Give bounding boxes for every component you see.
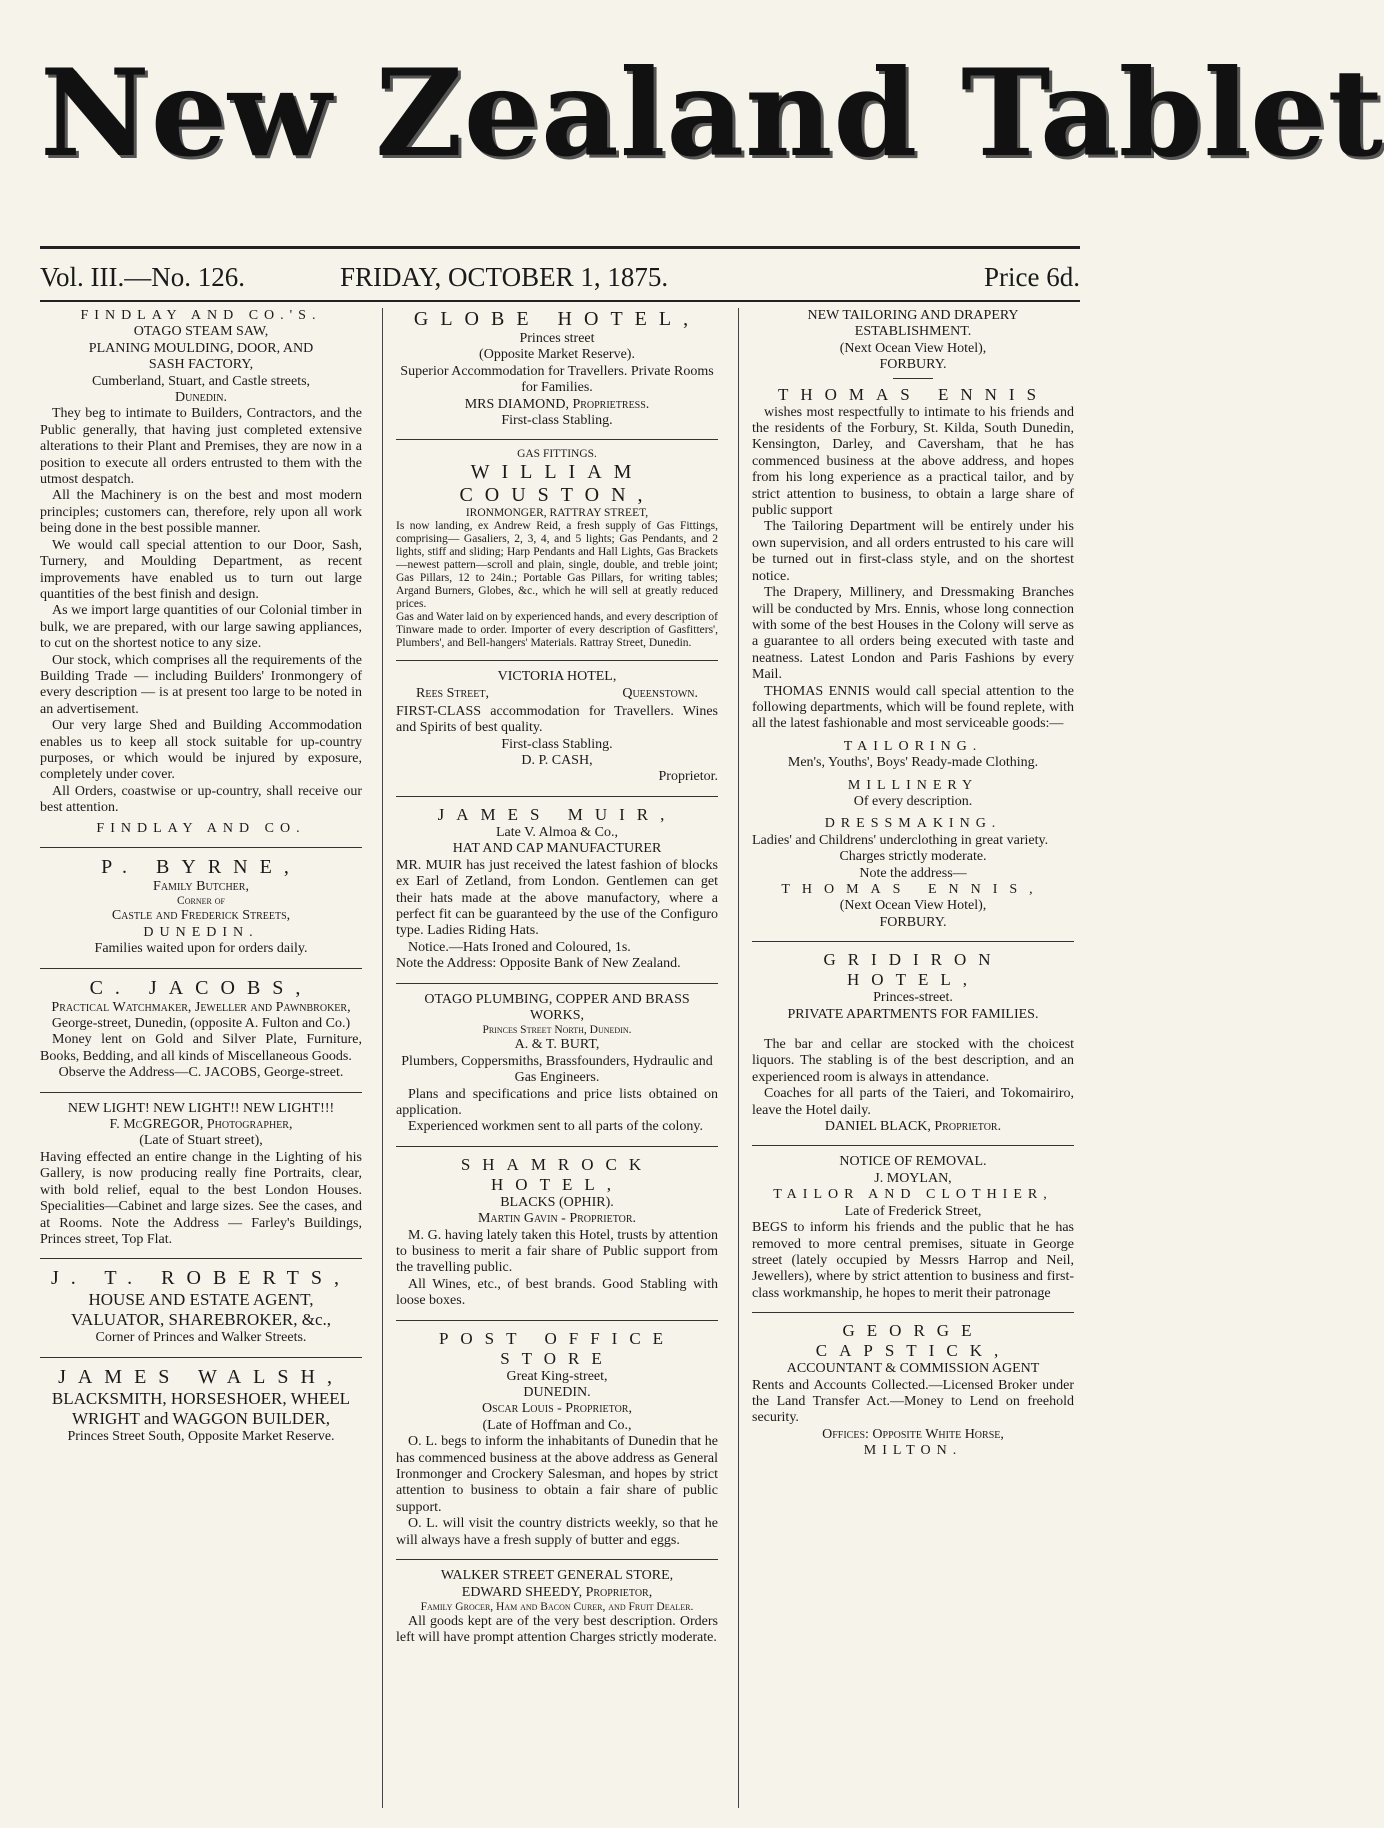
divider	[396, 1146, 718, 1147]
ad-trade: BLACKSMITH, HORSESHOER, WHEEL	[51, 1388, 351, 1408]
ad-town: MILTON.	[863, 1443, 963, 1459]
ad-body: BEGS to inform his friends and the public that he has removed to more central premises, situate in George street (lately occupied by Messrs Harrop and Neil, Jewellers), where by strict attention to business and first-class workmanship, he hopes to merit their patronage	[752, 1220, 1074, 1301]
ad-body: Rents and Accounts Collected.—Licensed Broker under the Land Transfer Act.—Money to Lend on freehold security.	[752, 1377, 1074, 1426]
ad-town: DUNEDIN.	[523, 1385, 591, 1401]
ad-heading: NEW LIGHT! NEW LIGHT!! NEW LIGHT!!!	[67, 1100, 335, 1116]
ad-postoffice	[396, 1329, 718, 1549]
ad-proprietor: DANIEL BLACK, Proprietor.	[824, 1119, 1002, 1135]
ad-subheading: SASH FACTORY,	[148, 357, 254, 373]
column-2	[396, 308, 718, 1657]
ad-text: Corner of	[177, 895, 225, 908]
ad-town: FORBURY.	[879, 357, 947, 373]
ad-proprietor: Martin Gavin - Proprietor.	[477, 1211, 637, 1227]
divider	[752, 941, 1074, 942]
ad-trade: HOUSE AND ESTATE AGENT,	[88, 1290, 314, 1310]
divider	[752, 1312, 1074, 1313]
ad-body: Is now landing, ex Andrew Reid, a fresh supply of Gas Fittings, comprising— Gasaliers, 2, 3, 4, and 5 lights; Gas Pendants, and 2 lights, stiff and sliding; Harp Pendants and Hall Lights, Gas Brackets—newest pattern—scroll and plain, single, double, and treble joint; Gas Pillars, 12 to 24in.; Portable Gas Pillars, for writing tables; Argand Burners, Globes, &c., which he will sell at greatly reduced prices.	[396, 520, 718, 611]
ad-body: All goods kept are of the very best description. Orders left will have prompt attention Charges strictly moderate.	[396, 1613, 718, 1646]
divider	[396, 983, 718, 984]
column-3	[752, 308, 1074, 1470]
ad-victoria	[396, 669, 718, 785]
ad-body: O. L. will visit the country districts weekly, so that he will always have a fresh supply of butter and eggs.	[396, 1516, 718, 1548]
ad-proprietor: MRS DIAMOND, Proprietress.	[464, 396, 650, 412]
issue-date: FRIDAY, OCTOBER 1, 1875.	[340, 262, 669, 292]
ad-signature: FINDLAY AND CO.	[96, 820, 306, 836]
ad-body: Money lent on Gold and Silver Plate, Furniture, Books, Bedding, and all kinds of Miscellaneous Goods.	[40, 1032, 362, 1064]
ad-body: All Orders, coastwise or up-country, shall receive our best attention.	[40, 783, 362, 816]
ad-body: Note the Address: Opposite Bank of New Zealand.	[396, 956, 681, 972]
ad-trade: VALUATOR, SHAREBROKER, &c.,	[70, 1310, 332, 1330]
ad-address: Rees Street,	[416, 685, 490, 701]
ad-town: Dunedin.	[175, 390, 227, 406]
ad-body: Notice.—Hats Ironed and Coloured, 1s.	[408, 939, 631, 955]
ad-body: They beg to intimate to Builders, Contractors, and the Public generally, that having just completed extensive alterations to their Plant and Premises, they are now in a position to execute all orders entrusted to them with the utmost despatch.	[40, 406, 362, 488]
column-divider	[738, 308, 739, 1808]
ad-name: J. MOYLAN,	[874, 1170, 952, 1186]
ad-body: Our very large Shed and Building Accommodation enables us to keep all stock suitable for up-country purposes, or which would be injured by exposure, completely under cover.	[40, 718, 362, 783]
ad-body: wishes most respectfully to intimate to his friends and the residents of the Forbury, St. Kilda, South Dunedin, Kensington, Darley, and Caversham, that he has commenced business at the above address, and hopes from his long experience as a practical tailor, and by strict attention to business, to obtain a large share of public support	[752, 404, 1074, 519]
ad-text: Late of Frederick Street,	[844, 1203, 982, 1219]
divider	[40, 1092, 362, 1093]
ad-name: THOMAS ENNIS	[777, 384, 1049, 404]
ad-moylan	[752, 1154, 1074, 1302]
divider	[752, 1145, 1074, 1146]
ad-body: As we import large quantities of our Colonial timber in bulk, we are prepared, with our large sawing appliances, to cut on the shortest notice to any size.	[40, 603, 362, 652]
ad-trade: HAT AND CAP MANUFACTURER	[452, 841, 662, 857]
ad-address: Cumberland, Stuart, and Castle streets,	[91, 373, 311, 389]
ad-subheading: OTAGO STEAM SAW,	[133, 324, 269, 340]
ad-text: (Late of Stuart street),	[139, 1133, 263, 1149]
ad-proprietor: D. P. CASH,	[521, 753, 593, 769]
ad-address-row	[396, 686, 718, 704]
ad-body: FIRST-CLASS accommodation for Travellers. Wines and Spirits of best quality.	[396, 703, 718, 736]
divider	[40, 1258, 362, 1259]
ad-text: Charges strictly moderate.	[839, 849, 987, 865]
ad-body: Our stock, which comprises all the requirements of the Building Trade — including Builders' Ironmongery of every description — is at present too large to be noted in an advertisement.	[40, 652, 362, 717]
ad-proprietor: Oscar Louis - Proprietor,	[482, 1401, 632, 1417]
column-1	[40, 308, 362, 1455]
divider	[396, 796, 718, 797]
divider	[396, 1320, 718, 1321]
ad-address: Castle and Frederick Streets,	[111, 908, 291, 924]
divider	[893, 378, 933, 379]
ad-address: Princes Street North, Dunedin.	[482, 1024, 632, 1037]
ad-name: C. JACOBS,	[89, 976, 313, 999]
issue-price: Price 6d.	[984, 262, 1080, 292]
ad-jacobs	[40, 977, 362, 1082]
ad-body: Ladies' and Childrens' underclothing in great variety.	[752, 832, 1049, 848]
ad-name: WILLIAM COUSTON,	[459, 461, 655, 507]
ad-address: Offices: Opposite White Horse,	[822, 1426, 1004, 1442]
masthead-title: New Zealand Tablet	[40, 43, 1384, 184]
ad-subheading: PLANING MOULDING, DOOR, AND	[88, 340, 314, 356]
ad-trade: Plumbers, Coppersmiths, Brassfounders, Hydraulic and Gas Engineers.	[401, 1053, 713, 1086]
ad-name: F. McGREGOR, Photographer,	[109, 1117, 293, 1133]
ad-address: Corner of Princes and Walker Streets.	[95, 1330, 307, 1346]
ad-text: Men's, Youths', Boys' Ready-made Clothing.	[787, 755, 1039, 771]
ad-town: Queenstown.	[622, 685, 698, 701]
issue-line	[40, 262, 1080, 302]
ad-name: P. BYRNE,	[101, 856, 301, 878]
ad-section: MILLINERY	[847, 777, 979, 793]
ad-name: GEORGE CAPSTICK,	[815, 1321, 1011, 1361]
ad-address: (Next Ocean View Hotel),	[839, 898, 987, 914]
ad-note: Observe the Address—C. JACOBS, George-street.	[58, 1065, 344, 1081]
ad-gridiron	[752, 950, 1074, 1135]
ad-name: JAMES WALSH,	[58, 1365, 344, 1388]
ad-body: Superior Accommodation for Travellers. Private Rooms for Families.	[400, 363, 714, 396]
ad-trade: ACCOUNTANT & COMMISSION AGENT	[786, 1361, 1040, 1377]
ad-name: GRIDIRON HOTEL,	[823, 950, 1003, 990]
ad-address: Great King-street,	[506, 1368, 608, 1384]
ad-name: OTAGO PLUMBING, COPPER AND BRASS WORKS,	[424, 991, 690, 1023]
ad-body: We would call special attention to our Door, Sash, Turnery, and Moulding Department, as recent improvements have enabled us to turn out large quantities of the best finish and design.	[40, 537, 362, 602]
ad-name: JAMES MUIR,	[437, 804, 677, 824]
ad-roberts	[40, 1267, 362, 1346]
ad-body: The bar and cellar are stocked with the choicest liquors. The stabling is of the best description, and an experienced room is always in attendance.	[752, 1037, 1074, 1085]
ad-couston	[396, 448, 718, 650]
divider	[396, 439, 718, 440]
ad-shamrock	[396, 1155, 718, 1310]
ad-firm: A. & T. BURT,	[514, 1037, 600, 1053]
divider	[396, 660, 718, 661]
ad-address: (Opposite Market Reserve).	[479, 347, 635, 363]
ad-heading: NEW TAILORING AND DRAPERY ESTABLISHMENT.	[807, 308, 1019, 340]
ad-name: J. T. ROBERTS,	[51, 1267, 351, 1290]
ad-burt	[396, 992, 718, 1136]
issue-rule	[40, 300, 1080, 302]
ad-address: Princes Street South, Opposite Market Reserve.	[67, 1428, 335, 1444]
masthead-rule	[40, 246, 1080, 249]
ad-body: Plans and specifications and price lists obtained on application.	[396, 1086, 718, 1118]
ad-name: SHAMROCK HOTEL,	[460, 1154, 654, 1194]
ad-name: WALKER STREET GENERAL STORE,	[440, 1568, 674, 1584]
divider	[40, 847, 362, 848]
ad-section: TAILORING.	[843, 738, 983, 754]
ad-section: DRESSMAKING.	[824, 816, 1002, 832]
ad-body: MR. MUIR has just received the latest fashion of blocks ex Earl of Zetland, from London. Gentlemen can get their hats made at the above manufactory, where a perfect fit can be guaranteed by the use of the Configuro type. Ladies Riding Hats.	[396, 857, 718, 939]
ad-text: Late V. Almoa & Co.,	[496, 824, 618, 840]
ad-role: Proprietor.	[658, 769, 718, 785]
ad-ennis	[752, 308, 1074, 931]
ad-text: Note the address—	[859, 865, 967, 881]
ad-trade: IRONMONGER, RATTRAY STREET,	[465, 507, 649, 520]
ad-body: All Wines, etc., of best brands. Good Stabling with loose boxes.	[396, 1276, 718, 1309]
ad-address: BLACKS (OPHIR).	[500, 1194, 614, 1210]
issue-volume: Vol. III.—No. 126.	[40, 262, 245, 292]
ad-text: Of every description.	[853, 793, 973, 809]
ad-heading: PRIVATE APARTMENTS FOR FAMILIES.	[787, 1006, 1039, 1022]
ad-address: George-street, Dunedin, (opposite A. Fulton and Co.)	[51, 1016, 351, 1032]
ad-findlay	[40, 308, 362, 837]
ad-name: POST OFFICE STORE	[438, 1328, 676, 1368]
ad-address: (Next Ocean View Hotel),	[839, 340, 987, 356]
masthead	[40, 40, 1384, 250]
ad-mcgregor	[40, 1101, 362, 1249]
ad-trade: WRIGHT and WAGGON BUILDER,	[71, 1408, 331, 1428]
ad-signature: THOMAS ENNIS,	[781, 882, 1045, 897]
ad-note: First-class Stabling.	[501, 413, 613, 429]
ad-body: All the Machinery is on the best and most modern principles; customers can, therefore, rely upon all work being done in the best possible manner.	[40, 488, 362, 537]
ad-name: VICTORIA HOTEL,	[497, 669, 617, 685]
ad-town: DUNEDIN.	[143, 924, 259, 940]
ad-proprietor: EDWARD SHEEDY, Proprietor,	[461, 1584, 653, 1600]
divider	[40, 1357, 362, 1358]
ad-body: The Tailoring Department will be entirely under his own supervision, and all orders entrusted to his care will be turned out in first-class style, and on the shortest notice.	[752, 519, 1074, 584]
ad-body: The Drapery, Millinery, and Dressmaking Branches will be conducted by Mrs. Ennis, whose long connection with some of the best Houses in the Colony will serve as a guarantee to all orders being executed with taste and neatness. Latest London and Paris Fashions by every Mail.	[752, 585, 1074, 683]
ad-town: FORBURY.	[879, 914, 947, 930]
ad-body: Having effected an entire change in the Lighting of his Gallery, is now producing really fine Portraits, clear, with bold relief, equal to the best London Houses. Specialities—Cabinet and large sizes. See the cases, and at Rooms. Note the Address — Farley's Buildings, Princes street, Top Flat.	[40, 1149, 362, 1247]
ad-note: Families waited upon for orders daily.	[94, 941, 308, 957]
ad-globe	[396, 308, 718, 429]
divider	[396, 1559, 718, 1560]
ad-capstick	[752, 1321, 1074, 1459]
ad-trade: Family Butcher,	[153, 879, 249, 894]
ad-trade: Practical Watchmaker, Jeweller and Pawnbroker,	[51, 999, 351, 1015]
ad-byrne	[40, 856, 362, 958]
ad-address: Princes-street.	[873, 990, 953, 1006]
ad-walsh	[40, 1366, 362, 1445]
ad-body: Gas and Water laid on by experienced hands, and every description of Tinware made to order. Importer of every description of Gasfitters', Plumbers', and Bell-hangers' Materials. Rattray Street, Dunedin.	[396, 611, 718, 650]
ad-walker	[396, 1568, 718, 1647]
ad-heading: GAS FITTINGS.	[517, 448, 597, 461]
ad-trade: Family Grocer, Ham and Bacon Curer, and Fruit Dealer.	[420, 1600, 694, 1613]
ad-note: First-class Stabling.	[501, 736, 613, 752]
ad-trade: TAILOR AND CLOTHIER,	[773, 1187, 1053, 1203]
ad-name: GLOBE HOTEL,	[413, 308, 701, 330]
ad-address: Princes street	[519, 331, 595, 346]
ad-text: (Late of Hoffman and Co.,	[482, 1417, 632, 1433]
column-divider	[382, 308, 383, 1808]
ad-heading: NOTICE OF REMOVAL.	[839, 1154, 987, 1170]
ad-body: Experienced workmen sent to all parts of the colony.	[408, 1119, 703, 1135]
ad-body: M. G. having lately taken this Hotel, trusts by attention to business to merit a fair share of Public support from the travelling public.	[396, 1227, 718, 1276]
ad-body: Coaches for all parts of the Taieri, and Tokomairiro, leave the Hotel daily.	[752, 1086, 1074, 1118]
ad-muir	[396, 805, 718, 973]
ad-body: O. L. begs to inform the inhabitants of Dunedin that he has commenced business at the above address as General Ironmonger and Crockery Salesman, and hopes by strict attention to business to obtain a fair share of public support.	[396, 1434, 718, 1515]
ad-heading: FINDLAY AND CO.'S.	[80, 308, 322, 323]
divider	[40, 968, 362, 969]
ad-body: THOMAS ENNIS would call special attention to the following departments, which will be found replete, with all the latest fashionable and most serviceable goods:—	[752, 683, 1074, 732]
